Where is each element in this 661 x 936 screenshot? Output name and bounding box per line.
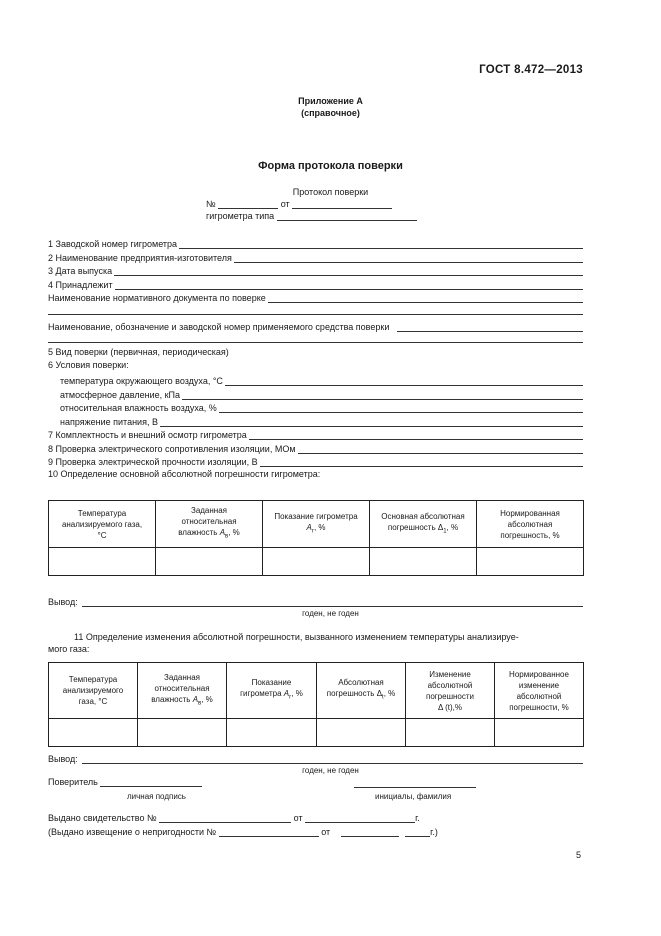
conclusion-1-note: годен, не годен <box>302 609 359 618</box>
item-11-line2: мого газа: <box>48 644 90 654</box>
table-row <box>49 548 584 576</box>
certificate-line: Выдано свидетельство № от г. <box>48 813 420 823</box>
item-10-basic-error: 10 Определение основной абсолютной погрешности гигрометра: <box>48 469 321 479</box>
t2-header-normalized-change: Нормированное изменение абсолютной погрешности, % <box>495 663 584 719</box>
item-5-verification-type: 5 Вид поверки (первичная, периодическая) <box>48 347 229 357</box>
t1-cell[interactable] <box>477 548 584 576</box>
appendix-subtitle: (справочное) <box>301 108 360 118</box>
table-row <box>49 719 584 747</box>
protocol-date-blank[interactable] <box>292 199 392 209</box>
t2-header-set-humidity: Заданная относительная влажность $A_в$, % <box>138 663 227 719</box>
cond-humidity: относительная влажность воздуха, % <box>60 401 583 413</box>
field-verification-equipment-continuation[interactable] <box>48 342 583 343</box>
item-6-conditions: 6 Условия поверки: <box>48 360 129 370</box>
t2-cell[interactable] <box>406 719 495 747</box>
notice-line: (Выдано извещение о непригодности № от г.) <box>48 827 438 837</box>
t1-header-normalized-error: Нормированная абсолютная погрешность, % <box>477 501 584 548</box>
name-note: инициалы, фамилия <box>375 792 452 801</box>
signature-note: личная подпись <box>127 792 186 801</box>
notice-number-blank[interactable] <box>219 827 319 837</box>
verifier-line: Поверитель <box>48 777 202 787</box>
item-11-line1: 11 Определение изменения абсолютной погрешности, вызванного изменением температуры анализируе- <box>74 632 519 642</box>
t2-cell[interactable] <box>138 719 227 747</box>
t2-cell[interactable] <box>227 719 317 747</box>
cond-voltage: напряжение питания, В <box>60 415 583 427</box>
cond-air-temperature: температура окружающего воздуха, °С <box>60 374 583 386</box>
item-8-resistance: 8 Проверка электрического сопротивления изоляции, МОм <box>48 442 583 454</box>
t1-header-temperature: Температура анализируемого газа, °С <box>49 501 156 548</box>
protocol-title: Протокол поверки <box>292 187 369 197</box>
verifier-name-blank[interactable] <box>354 787 476 788</box>
field-normative-document-continuation[interactable] <box>48 314 583 315</box>
table-temperature-error <box>48 662 584 747</box>
field-release-date: 3 Дата выпуска <box>48 264 583 276</box>
protocol-type-blank[interactable] <box>277 211 417 221</box>
t1-cell[interactable] <box>263 548 370 576</box>
item-9-strength: 9 Проверка электрической прочности изоляции, В <box>48 455 583 467</box>
field-verification-equipment: Наименование, обозначение и заводской номер применяемого средства поверки <box>48 320 583 332</box>
protocol-type-line: гигрометра типа <box>206 211 417 221</box>
page-number: 5 <box>576 850 582 860</box>
table-basic-error <box>48 500 584 576</box>
cond-pressure: атмосферное давление, кПа <box>60 388 583 400</box>
t2-header-temperature: Температура анализируемого газа, °С <box>49 663 138 719</box>
item-7-inspection: 7 Комплектность и внешний осмотр гигрометра <box>48 428 583 440</box>
protocol-number-blank[interactable] <box>218 199 278 209</box>
t2-header-absolute-error: Абсолютная погрешность $\Delta_t$, % <box>317 663 406 719</box>
notice-date-blank[interactable] <box>341 827 399 837</box>
notice-year-blank[interactable] <box>405 827 430 837</box>
conclusion-2-note: годен, не годен <box>302 766 359 775</box>
field-normative-document: Наименование нормативного документа по поверке <box>48 291 583 303</box>
table-basic-error-header <box>49 501 584 548</box>
appendix-title: Приложение А <box>298 96 363 106</box>
t1-cell[interactable] <box>156 548 263 576</box>
protocol-number-line: № от <box>206 199 392 209</box>
certificate-date-blank[interactable] <box>305 813 415 823</box>
t2-header-reading: Показание гигрометра $A_г$, % <box>227 663 317 719</box>
field-serial-number: 1 Заводской номер гигрометра <box>48 237 583 249</box>
form-title: Форма протокола поверки <box>258 160 403 172</box>
verifier-signature-blank[interactable] <box>100 777 202 787</box>
t2-cell[interactable] <box>317 719 406 747</box>
t1-header-set-humidity: Заданная относительная влажность $A_в$, % <box>156 501 263 548</box>
t2-header-error-change: Изменение абсолютной погрешности Δ (t),% <box>406 663 495 719</box>
t1-header-reading: Показание гигрометра $A_г$, % <box>263 501 370 548</box>
table-temperature-error-header <box>49 663 584 719</box>
t1-cell[interactable] <box>49 548 156 576</box>
certificate-number-blank[interactable] <box>159 813 291 823</box>
conclusion-2: Вывод: <box>48 752 583 764</box>
field-owner: 4 Принадлежит <box>48 278 583 290</box>
t2-cell[interactable] <box>495 719 584 747</box>
conclusion-1: Вывод: <box>48 595 583 607</box>
standard-number: ГОСТ 8.472—2013 <box>479 64 583 76</box>
t1-header-basic-error: Основная абсолютная погрешность $\Delta_1$, % <box>370 501 477 548</box>
t2-cell[interactable] <box>49 719 138 747</box>
field-manufacturer: 2 Наименование предприятия-изготовителя <box>48 251 583 263</box>
t1-cell[interactable] <box>370 548 477 576</box>
